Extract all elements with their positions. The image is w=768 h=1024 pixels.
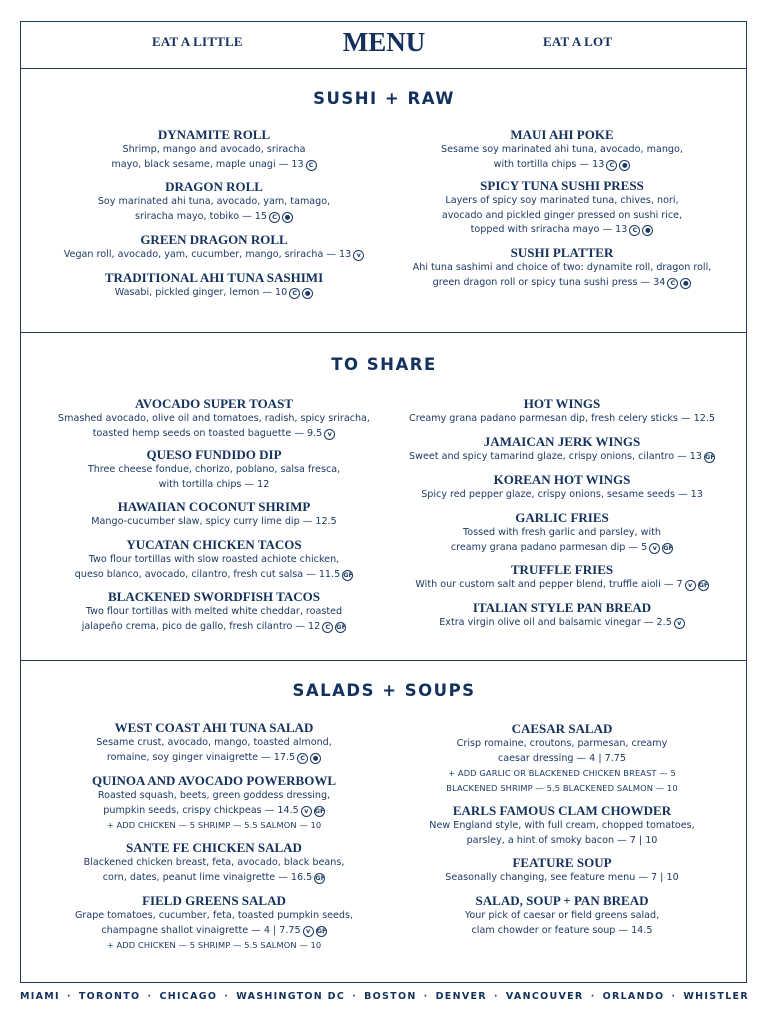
- c-badge: C: [269, 212, 280, 223]
- c-badge: C: [306, 160, 317, 171]
- menu-item: [392, 472, 732, 503]
- item-name: FIELD GREENS SALAD: [142, 893, 286, 908]
- divider: [20, 660, 747, 661]
- menu-item: [30, 499, 398, 530]
- menu-item: [392, 600, 732, 631]
- gf-badge: GF: [315, 873, 326, 882]
- menu-item: [30, 232, 398, 263]
- separator: ·: [66, 991, 72, 1002]
- v-badge: v: [685, 580, 696, 591]
- item-name: ITALIAN STYLE PAN BREAD: [472, 600, 652, 615]
- city-link[interactable]: ORLANDO: [602, 991, 665, 1002]
- gf-badge: GF: [698, 581, 709, 589]
- divider: [20, 332, 747, 333]
- item-desc: corn, dates, peanut lime vinaigrette — 16.5 GF: [102, 871, 326, 883]
- item-desc: Tossed with fresh garlic and parsley, with: [463, 527, 661, 538]
- item-desc: Layers of spicy soy marinated tuna, chives, nori,: [445, 195, 679, 206]
- city-link[interactable]: MIAMI: [20, 991, 60, 1002]
- item-desc: topped with sriracha mayo — 13 C ●: [392, 223, 732, 238]
- item-desc: caesar dressing — 4 | 7.75: [498, 752, 626, 764]
- item-desc: toasted hemp seeds on toasted baguette — 9.5 v: [30, 427, 398, 442]
- section-title-sushi: SUSHI + RAW: [313, 89, 455, 108]
- item-desc: Sweet and spicy tamarind glaze, crispy onions, cilantro — 13 GF: [409, 451, 715, 462]
- item-desc: New England style, with full cream, chopped tomatoes,: [429, 820, 695, 831]
- item-desc: pumpkin seeds, crispy chickpeas — 14.5 v GF: [103, 804, 325, 816]
- menu-item: [392, 396, 732, 427]
- item-name: BLACKENED SWORDFISH TACOS: [108, 589, 320, 604]
- item-addon: + ADD GARLIC OR BLACKENED CHICKEN BREAST — 5: [448, 768, 676, 778]
- city-link[interactable]: DENVER: [435, 991, 487, 1002]
- gf-badge: GF: [314, 806, 325, 815]
- menu-item: [30, 840, 398, 885]
- city-link[interactable]: BOSTON: [364, 991, 417, 1002]
- gf-badge: GF: [336, 622, 347, 631]
- city-link[interactable]: VANCOUVER: [505, 991, 584, 1002]
- item-desc: Two flour tortillas with melted white cheddar, roasted: [85, 606, 343, 617]
- menu-item: [392, 178, 732, 238]
- item-desc: champagne shallot vinaigrette — 4 | 7.75 v GF: [101, 924, 327, 936]
- item-desc: with tortilla chips — 13 C ●: [392, 158, 732, 173]
- item-desc: creamy grana padano parmesan dip — 5 v GF: [450, 541, 673, 553]
- section-title-salads: SALADS + SOUPS: [292, 681, 476, 700]
- divider: [20, 68, 747, 69]
- menu-item: [392, 893, 732, 938]
- v-badge: v: [649, 543, 660, 554]
- menu-item: [30, 396, 398, 441]
- item-desc: avocado and pickled ginger pressed on sushi rice,: [441, 209, 683, 221]
- item-name: TRADITIONAL AHI TUNA SASHIMI: [104, 270, 324, 285]
- item-desc: Two flour tortillas with slow roasted achiote chicken,: [88, 554, 340, 565]
- item-name: HAWAIIAN COCONUT SHRIMP: [117, 499, 311, 514]
- item-desc: green dragon roll or spicy tuna sushi press — 34 C ●: [392, 276, 732, 291]
- item-name: AVOCADO SUPER TOAST: [135, 396, 293, 411]
- item-name: MAUI AHI POKE: [510, 127, 614, 142]
- menu-item: [392, 510, 732, 555]
- item-addon: + ADD CHICKEN — 5 SHRIMP — 5.5 SALMON — 10: [106, 940, 322, 950]
- menu-title: MENU: [342, 27, 426, 57]
- item-desc: Creamy grana padano parmesan dip, fresh celery sticks — 12.5: [409, 413, 715, 424]
- separator: ·: [224, 991, 230, 1002]
- menu-item: [392, 721, 732, 795]
- item-desc: With our custom salt and pepper blend, truffle aioli — 7 v GF: [415, 579, 709, 590]
- item-desc: Vegan roll, avocado, yam, cucumber, mango, sriracha — 13 v: [30, 248, 398, 263]
- item-name: DRAGON ROLL: [165, 179, 263, 194]
- item-name: SANTE FE CHICKEN SALAD: [126, 840, 302, 855]
- item-name: SUSHI PLATTER: [510, 245, 614, 260]
- item-name: CAESAR SALAD: [511, 721, 613, 736]
- item-name: WEST COAST AHI TUNA SALAD: [114, 720, 314, 735]
- gf-badge: GF: [663, 543, 673, 552]
- item-desc: Blackened chicken breast, feta, avocado, black beans,: [83, 857, 345, 868]
- menu-item: [392, 562, 732, 593]
- item-desc: Extra virgin olive oil and balsamic vinegar — 2.5 v: [392, 616, 732, 631]
- gf-badge: GF: [704, 453, 715, 461]
- item-name: QUINOA AND AVOCADO POWERBOWL: [91, 773, 336, 788]
- item-name: DYNAMITE ROLL: [157, 127, 271, 142]
- raw-badge: ●: [302, 288, 313, 299]
- item-desc: Spicy red pepper glaze, crispy onions, sesame seeds — 13: [421, 489, 703, 500]
- item-desc: Shrimp, mango and avocado, sriracha: [122, 144, 306, 155]
- item-desc: with tortilla chips — 12: [158, 478, 270, 490]
- menu-item: [30, 127, 398, 172]
- gf-badge: GF: [343, 570, 353, 579]
- separator: ·: [494, 991, 499, 1002]
- gf-badge: GF: [316, 926, 327, 935]
- item-addon: + ADD CHICKEN — 5 SHRIMP — 5.5 SALMON — 10: [106, 820, 322, 830]
- menu-item: [392, 434, 732, 465]
- item-desc: Seasonally changing, see feature menu — 7 | 10: [445, 872, 679, 883]
- item-name: EARLS FAMOUS CLAM CHOWDER: [452, 803, 672, 818]
- item-name: KOREAN HOT WINGS: [493, 472, 631, 487]
- eat-a-little-link[interactable]: EAT A LITTLE: [152, 34, 243, 49]
- separator: ·: [352, 991, 357, 1002]
- separator: ·: [590, 991, 596, 1002]
- city-link[interactable]: TORONTO: [78, 991, 141, 1002]
- item-desc: Mango-cucumber slaw, spicy curry lime dip — 12.5: [91, 516, 337, 527]
- v-badge: v: [324, 429, 335, 440]
- menu-item: [30, 447, 398, 492]
- item-desc: romaine, soy ginger vinaigrette — 17.5 C ●: [30, 751, 398, 766]
- item-desc: queso blanco, avocado, cilantro, fresh cut salsa — 11.5 GF: [74, 568, 353, 580]
- menu-item: [30, 773, 398, 833]
- v-badge: v: [303, 926, 314, 937]
- menu-item: [30, 537, 398, 582]
- c-badge: C: [289, 288, 300, 299]
- item-name: GREEN DRAGON ROLL: [140, 232, 288, 247]
- item-name: SPICY TUNA SUSHI PRESS: [480, 178, 644, 193]
- item-desc: Sesame crust, avocado, mango, toasted almond,: [96, 737, 332, 748]
- city-list: [20, 991, 749, 1002]
- menu-item: [30, 720, 398, 765]
- item-name: FEATURE SOUP: [512, 855, 612, 870]
- raw-badge: ●: [642, 225, 653, 236]
- item-desc: Ahi tuna sashimi and choice of two: dynamite roll, dragon roll,: [412, 262, 712, 273]
- raw-badge: ●: [282, 212, 293, 223]
- c-badge: C: [297, 753, 308, 764]
- item-desc: Crisp romaine, croutons, parmesan, creamy: [456, 738, 668, 749]
- item-desc: Wasabi, pickled ginger, lemon — 10 C ●: [30, 286, 398, 301]
- menu-item: [392, 803, 732, 848]
- item-desc: sriracha mayo, tobiko — 15 C ●: [30, 210, 398, 225]
- section-title-share: TO SHARE: [331, 355, 437, 374]
- menu-item: [392, 245, 732, 290]
- menu-item: [392, 855, 732, 886]
- item-desc: Your pick of caesar or field greens salad,: [464, 910, 660, 921]
- item-desc: clam chowder or feature soup — 14.5: [471, 924, 653, 936]
- city-link[interactable]: WASHINGTON DC: [236, 991, 346, 1002]
- raw-badge: ●: [619, 160, 630, 171]
- separator: ·: [423, 991, 429, 1002]
- eat-a-lot-link[interactable]: EAT A LOT: [543, 34, 613, 49]
- c-badge: C: [606, 160, 617, 171]
- item-desc: Sesame soy marinated ahi tuna, avocado, mango,: [441, 144, 683, 155]
- item-desc: jalapeño crema, pico de gallo, fresh cilantro — 12 C GF: [81, 620, 347, 632]
- raw-badge: ●: [310, 753, 321, 764]
- item-desc: mayo, black sesame, maple unagi — 13 C: [30, 158, 398, 173]
- item-desc: Roasted squash, beets, green goddess dressing,: [97, 790, 331, 801]
- item-name: QUESO FUNDIDO DIP: [146, 447, 282, 462]
- item-name: JAMAICAN JERK WINGS: [483, 434, 641, 449]
- item-name: GARLIC FRIES: [515, 510, 609, 525]
- c-badge: C: [629, 225, 640, 236]
- menu-item: [30, 270, 398, 301]
- c-badge: C: [322, 622, 333, 633]
- menu-item: [30, 893, 398, 953]
- item-name: HOT WINGS: [523, 396, 601, 411]
- city-link[interactable]: CHICAGO: [159, 991, 218, 1002]
- item-desc: Soy marinated ahi tuna, avocado, yam, tamago,: [97, 196, 331, 207]
- raw-badge: ●: [680, 278, 691, 289]
- v-badge: v: [353, 250, 364, 261]
- item-addon: BLACKENED SHRIMP — 5.5 BLACKENED SALMON — 10: [446, 782, 678, 793]
- menu-item: [30, 589, 398, 634]
- menu-item: [392, 127, 732, 172]
- c-badge: C: [667, 278, 678, 289]
- item-desc: Grape tomatoes, cucumber, feta, toasted pumpkin seeds,: [74, 910, 354, 921]
- item-desc: Three cheese fondue, chorizo, poblano, salsa fresca,: [87, 464, 341, 475]
- separator: ·: [147, 991, 153, 1002]
- v-badge: v: [674, 618, 685, 629]
- menu-item: [30, 179, 398, 224]
- item-desc: parsley, a hint of smoky bacon — 7 | 10: [466, 834, 658, 846]
- item-name: YUCATAN CHICKEN TACOS: [126, 537, 302, 552]
- item-name: TRUFFLE FRIES: [510, 562, 614, 577]
- city-link[interactable]: WHISTLER: [683, 991, 749, 1002]
- item-desc: Smashed avocado, olive oil and tomatoes, radish, spicy sriracha,: [58, 413, 370, 424]
- separator: ·: [671, 991, 677, 1002]
- v-badge: v: [301, 806, 312, 817]
- item-name: SALAD, SOUP + PAN BREAD: [475, 893, 649, 908]
